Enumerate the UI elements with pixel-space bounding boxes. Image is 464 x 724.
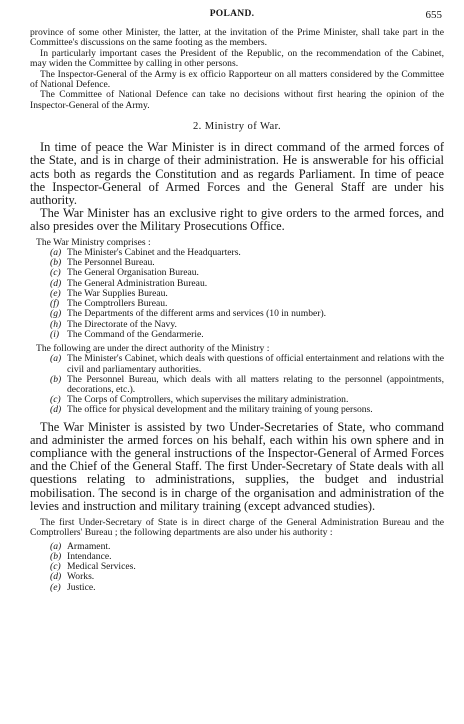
list-marker: (g)	[50, 308, 62, 320]
list-item-text: The Comptrollers Bureau.	[67, 298, 168, 310]
list-item	[50, 375, 444, 395]
list-item	[50, 405, 444, 415]
list-marker: (d)	[50, 277, 62, 289]
list-item-text: The General Administration Bureau.	[67, 277, 208, 289]
list-marker: (a)	[50, 540, 62, 552]
list-marker: (e)	[50, 581, 61, 593]
intro-paragraph: In particularly important cases the President of the Republic, on the recommendation of the Cabinet, may widen the Committee by calling in other persons.	[30, 47, 444, 70]
list-marker: (h)	[50, 318, 62, 330]
body-paragraph: The War Minister has an exclusive right to give orders to the armed forces, and also presides over the Military Prosecutions Office.	[30, 206, 444, 234]
list-item-text: The War Supplies Bureau.	[67, 287, 168, 299]
list-intro: The following are under the direct authority of the Ministry :	[36, 342, 270, 354]
list-marker: (c)	[50, 394, 61, 406]
list-item-text: Armament.	[67, 540, 111, 552]
running-head: POLAND.	[209, 9, 255, 19]
intro-paragraph: The Inspector-General of the Army is ex officio Rapporteur on all matters considered by the Committee of National Defence.	[30, 68, 444, 91]
list-marker: (c)	[50, 561, 61, 573]
list-item-text: The General Organisation Bureau.	[67, 267, 199, 279]
page-content	[30, 28, 444, 593]
list-item-text: The Personnel Bureau, which deals with all matters relating to the personnel (appointments, decorations, etc.).	[67, 373, 444, 395]
list-marker: (i)	[50, 328, 60, 340]
list-item	[50, 572, 444, 582]
list-item-text: The Personnel Bureau.	[67, 257, 155, 269]
body-paragraph: The War Minister is assisted by two Under-Secretaries of State, who command and administer the armed forces on his behalf, each within his own sphere and in compliance with the general instructions of the Inspector-General of Armed Forces and the Chief of the General Staff. The first Under-Secretary of State deals with all questions relating to administrations, supplies, the budget and industrial mobilisation. The second is in charge of the organisation and administration of the levies and instruction and military training (except advanced studies).	[30, 419, 444, 513]
list-marker: (a)	[50, 247, 62, 259]
list-intro: The War Ministry comprises :	[36, 236, 151, 248]
intro-paragraph: The Committee of National Defence can take no decisions without first hearing the opinion of the Inspector-General of the Army.	[30, 89, 444, 111]
list-item-text: The Minister's Cabinet and the Headquarters.	[67, 247, 241, 259]
list-marker: (e)	[50, 287, 61, 299]
ministry-list	[30, 248, 444, 340]
list-item-text: The Command of the Gendarmerie.	[67, 328, 204, 340]
intro-paragraph: province of some other Minister, the latter, at the invitation of the Prime Minister, shall take part in the Committee's discussions on the same footing as the members.	[30, 27, 444, 49]
list-item-text: Justice.	[67, 581, 96, 593]
list-marker: (b)	[50, 257, 62, 269]
page-number: 655	[425, 9, 442, 21]
authority-list	[30, 354, 444, 415]
list-item-text: The Minister's Cabinet, which deals with questions of official entertainment and relations with the civil and parliamentary authorities.	[67, 353, 444, 375]
list-item-text: The Corps of Comptrollers, which supervises the military administration.	[67, 394, 349, 406]
page-header	[0, 9, 464, 23]
departments-list	[30, 542, 444, 593]
list-item	[50, 562, 444, 572]
list-item-text: Medical Services.	[67, 561, 136, 573]
list-marker: (a)	[50, 353, 62, 365]
list-item	[50, 309, 444, 319]
list-marker: (c)	[50, 267, 61, 279]
list-item	[50, 583, 444, 593]
list-marker: (b)	[50, 550, 62, 562]
list-item	[50, 330, 444, 340]
list-item-text: Intendance.	[67, 550, 112, 562]
list-item	[50, 354, 444, 374]
list-marker: (d)	[50, 571, 62, 583]
list-item-text: The office for physical development and the military training of young persons.	[67, 404, 373, 416]
body-paragraph: In time of peace the War Minister is in direct command of the armed forces of the State, and is in charge of their administration. He is answerable for his official acts both as regards the Constitution and as regards Parliament. In time of peace the Inspector-General of Armed Forces and the General Staff are under his authority.	[30, 140, 444, 208]
list-marker: (d)	[50, 404, 62, 416]
list-marker: (f)	[50, 298, 60, 310]
list-item-text: Works.	[67, 571, 95, 583]
section-heading: 2. Ministry of War.	[192, 121, 282, 133]
list-marker: (b)	[50, 373, 62, 385]
list-intro: The first Under-Secretary of State is in direct charge of the General Administration Bureau and the Comptrollers' Bureau ; the following departments are also under his authority :	[30, 516, 444, 539]
list-item-text: The Departments of the different arms and services (10 in number).	[67, 308, 327, 320]
list-item-text: The Directorate of the Navy.	[67, 318, 177, 330]
